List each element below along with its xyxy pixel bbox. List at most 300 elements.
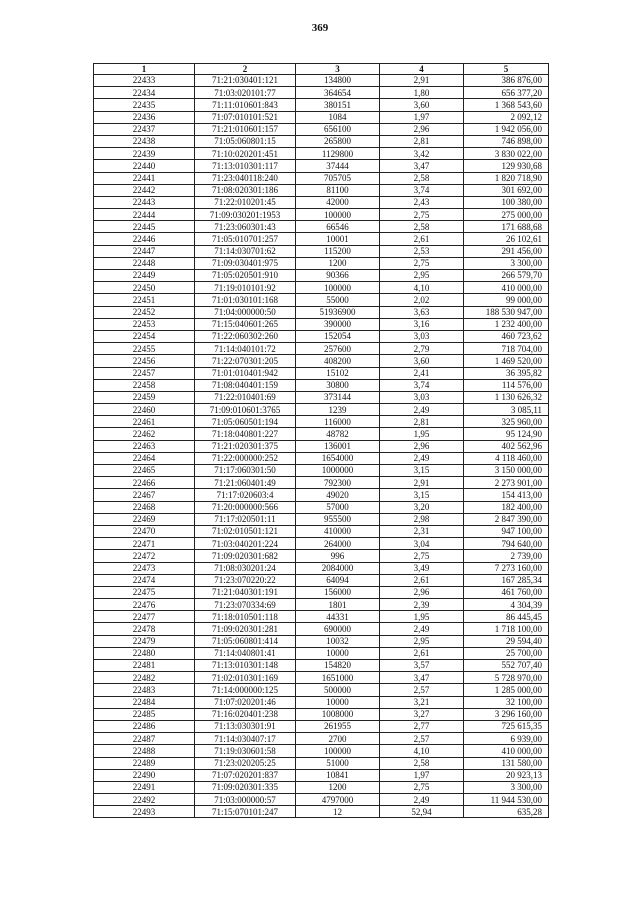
record-number-cell: 22493 bbox=[94, 806, 195, 818]
table-row bbox=[94, 745, 549, 757]
area-cell: 81100 bbox=[296, 184, 380, 196]
rate-cell: 2,61 bbox=[380, 647, 464, 659]
cadastral-number-cell: 71:21:030401:121 bbox=[195, 75, 296, 87]
cadastral-number-cell: 71:19:010101:92 bbox=[195, 282, 296, 294]
table-row bbox=[94, 209, 549, 221]
area-cell: 154820 bbox=[296, 660, 380, 672]
cadastral-number-cell: 71:17:020603:4 bbox=[195, 489, 296, 501]
rate-cell: 2,95 bbox=[380, 270, 464, 282]
record-number-cell: 22435 bbox=[94, 99, 195, 111]
amount-cell: 410 000,00 bbox=[464, 282, 549, 294]
table-row bbox=[94, 294, 549, 306]
record-number-cell: 22445 bbox=[94, 221, 195, 233]
rate-cell: 3,49 bbox=[380, 562, 464, 574]
area-cell: 15102 bbox=[296, 367, 380, 379]
amount-cell: 100 380,00 bbox=[464, 196, 549, 208]
cadastral-number-cell: 71:23:070220:22 bbox=[195, 574, 296, 586]
area-cell: 10000 bbox=[296, 647, 380, 659]
rate-cell: 2,75 bbox=[380, 781, 464, 793]
record-number-cell: 22489 bbox=[94, 757, 195, 769]
record-number-cell: 22457 bbox=[94, 367, 195, 379]
record-number-cell: 22471 bbox=[94, 538, 195, 550]
rate-cell: 1,95 bbox=[380, 611, 464, 623]
column-header-4: 4 bbox=[380, 64, 464, 75]
table-row bbox=[94, 330, 549, 342]
area-cell: 257600 bbox=[296, 343, 380, 355]
rate-cell: 52,94 bbox=[380, 806, 464, 818]
amount-cell: 95 124,90 bbox=[464, 428, 549, 440]
rate-cell: 3,27 bbox=[380, 708, 464, 720]
area-cell: 261955 bbox=[296, 720, 380, 732]
cadastral-number-cell: 71:05:060801:414 bbox=[195, 635, 296, 647]
record-number-cell: 22458 bbox=[94, 379, 195, 391]
table-row bbox=[94, 367, 549, 379]
table-row bbox=[94, 404, 549, 416]
record-number-cell: 22447 bbox=[94, 245, 195, 257]
table-row bbox=[94, 684, 549, 696]
record-number-cell: 22474 bbox=[94, 574, 195, 586]
rate-cell: 3,57 bbox=[380, 660, 464, 672]
area-cell: 656100 bbox=[296, 123, 380, 135]
area-cell: 1654000 bbox=[296, 452, 380, 464]
rate-cell: 2,79 bbox=[380, 343, 464, 355]
record-number-cell: 22472 bbox=[94, 550, 195, 562]
table-row bbox=[94, 87, 549, 99]
amount-cell: 29 594,40 bbox=[464, 635, 549, 647]
rate-cell: 2,75 bbox=[380, 257, 464, 269]
page-number: 369 bbox=[311, 22, 329, 34]
rate-cell: 2,31 bbox=[380, 525, 464, 537]
cadastral-number-cell: 71:14:040801:41 bbox=[195, 647, 296, 659]
cadastral-number-cell: 71:20:000000:566 bbox=[195, 501, 296, 513]
area-cell: 44331 bbox=[296, 611, 380, 623]
amount-cell: 3 150 000,00 bbox=[464, 465, 549, 477]
cadastral-number-cell: 71:17:060301:50 bbox=[195, 465, 296, 477]
cadastral-number-cell: 71:02:010501:121 bbox=[195, 525, 296, 537]
area-cell: 100000 bbox=[296, 745, 380, 757]
record-number-cell: 22491 bbox=[94, 781, 195, 793]
record-number-cell: 22453 bbox=[94, 318, 195, 330]
rate-cell: 3,21 bbox=[380, 696, 464, 708]
cadastral-number-cell: 71:09:020301:281 bbox=[195, 623, 296, 635]
area-cell: 49020 bbox=[296, 489, 380, 501]
table-row bbox=[94, 111, 549, 123]
area-cell: 100000 bbox=[296, 209, 380, 221]
rate-cell: 3,63 bbox=[380, 306, 464, 318]
cadastral-number-cell: 71:03:040201:224 bbox=[195, 538, 296, 550]
table-row bbox=[94, 196, 549, 208]
table-row bbox=[94, 586, 549, 598]
cadastral-number-cell: 71:21:020301:375 bbox=[195, 440, 296, 452]
table-row bbox=[94, 184, 549, 196]
cadastral-number-cell: 71:08:030201:24 bbox=[195, 562, 296, 574]
rate-cell: 3,42 bbox=[380, 148, 464, 160]
cadastral-number-cell: 71:07:010101:521 bbox=[195, 111, 296, 123]
area-cell: 42000 bbox=[296, 196, 380, 208]
cadastral-number-cell: 71:23:020205:25 bbox=[195, 757, 296, 769]
table-row bbox=[94, 148, 549, 160]
amount-cell: 461 760,00 bbox=[464, 586, 549, 598]
amount-cell: 32 100,00 bbox=[464, 696, 549, 708]
table-row bbox=[94, 452, 549, 464]
record-number-cell: 22443 bbox=[94, 196, 195, 208]
cadastral-number-cell: 71:05:010701:257 bbox=[195, 233, 296, 245]
record-number-cell: 22486 bbox=[94, 720, 195, 732]
rate-cell: 3,60 bbox=[380, 99, 464, 111]
amount-cell: 3 300,00 bbox=[464, 781, 549, 793]
record-number-cell: 22440 bbox=[94, 160, 195, 172]
area-cell: 136001 bbox=[296, 440, 380, 452]
amount-cell: 1 368 543,60 bbox=[464, 99, 549, 111]
rate-cell: 2,58 bbox=[380, 172, 464, 184]
amount-cell: 7 273 160,00 bbox=[464, 562, 549, 574]
area-cell: 37444 bbox=[296, 160, 380, 172]
area-cell: 90366 bbox=[296, 270, 380, 282]
record-number-cell: 22463 bbox=[94, 440, 195, 452]
amount-cell: 36 395,82 bbox=[464, 367, 549, 379]
cadastral-number-cell: 71:07:020201:46 bbox=[195, 696, 296, 708]
record-number-cell: 22436 bbox=[94, 111, 195, 123]
cadastral-number-cell: 71:09:030401:975 bbox=[195, 257, 296, 269]
record-number-cell: 22468 bbox=[94, 501, 195, 513]
area-cell: 265800 bbox=[296, 135, 380, 147]
amount-cell: 1 820 718,90 bbox=[464, 172, 549, 184]
table-row bbox=[94, 465, 549, 477]
amount-cell: 154 413,00 bbox=[464, 489, 549, 501]
table-row bbox=[94, 233, 549, 245]
record-number-cell: 22465 bbox=[94, 465, 195, 477]
area-cell: 408200 bbox=[296, 355, 380, 367]
rate-cell: 3,15 bbox=[380, 489, 464, 501]
rate-cell: 2,96 bbox=[380, 586, 464, 598]
amount-cell: 171 688,68 bbox=[464, 221, 549, 233]
record-number-cell: 22456 bbox=[94, 355, 195, 367]
record-number-cell: 22482 bbox=[94, 672, 195, 684]
cadastral-number-cell: 71:08:040401:159 bbox=[195, 379, 296, 391]
table-row bbox=[94, 282, 549, 294]
amount-cell: 1 232 400,00 bbox=[464, 318, 549, 330]
amount-cell: 2 273 901,00 bbox=[464, 477, 549, 489]
area-cell: 380151 bbox=[296, 99, 380, 111]
table-row bbox=[94, 99, 549, 111]
table-row bbox=[94, 794, 549, 806]
cadastral-number-cell: 71:15:040601:265 bbox=[195, 318, 296, 330]
rate-cell: 3,74 bbox=[380, 379, 464, 391]
rate-cell: 2,49 bbox=[380, 404, 464, 416]
cadastral-number-cell: 71:22:070301:205 bbox=[195, 355, 296, 367]
cadastral-number-cell: 71:21:060401:49 bbox=[195, 477, 296, 489]
area-cell: 1200 bbox=[296, 781, 380, 793]
cadastral-number-cell: 71:03:000000:57 bbox=[195, 794, 296, 806]
rate-cell: 2,02 bbox=[380, 294, 464, 306]
cadastral-number-cell: 71:04:000000:50 bbox=[195, 306, 296, 318]
record-number-cell: 22439 bbox=[94, 148, 195, 160]
amount-cell: 552 707,40 bbox=[464, 660, 549, 672]
rate-cell: 3,74 bbox=[380, 184, 464, 196]
table-row bbox=[94, 501, 549, 513]
cadastral-number-cell: 71:08:020301:186 bbox=[195, 184, 296, 196]
rate-cell: 2,81 bbox=[380, 416, 464, 428]
table-row bbox=[94, 428, 549, 440]
rate-cell: 2,96 bbox=[380, 123, 464, 135]
rate-cell: 4,10 bbox=[380, 282, 464, 294]
record-number-cell: 22448 bbox=[94, 257, 195, 269]
cadastral-number-cell: 71:23:040118:240 bbox=[195, 172, 296, 184]
area-cell: 1084 bbox=[296, 111, 380, 123]
record-number-cell: 22470 bbox=[94, 525, 195, 537]
amount-cell: 114 576,00 bbox=[464, 379, 549, 391]
area-cell: 4797000 bbox=[296, 794, 380, 806]
table-row bbox=[94, 672, 549, 684]
area-cell: 55000 bbox=[296, 294, 380, 306]
table-row bbox=[94, 574, 549, 586]
amount-cell: 167 285,34 bbox=[464, 574, 549, 586]
amount-cell: 725 615,35 bbox=[464, 720, 549, 732]
amount-cell: 291 456,00 bbox=[464, 245, 549, 257]
amount-cell: 2 739,00 bbox=[464, 550, 549, 562]
amount-cell: 635,28 bbox=[464, 806, 549, 818]
record-number-cell: 22450 bbox=[94, 282, 195, 294]
amount-cell: 25 700,00 bbox=[464, 647, 549, 659]
cadastral-number-cell: 71:21:040301:191 bbox=[195, 586, 296, 598]
amount-cell: 402 562,96 bbox=[464, 440, 549, 452]
record-number-cell: 22485 bbox=[94, 708, 195, 720]
table-row bbox=[94, 172, 549, 184]
rate-cell: 3,60 bbox=[380, 355, 464, 367]
table-row bbox=[94, 379, 549, 391]
column-header-1: 1 bbox=[94, 64, 195, 75]
table-row bbox=[94, 135, 549, 147]
table-row bbox=[94, 75, 549, 87]
record-number-cell: 22433 bbox=[94, 75, 195, 87]
table-row bbox=[94, 257, 549, 269]
cadastral-number-cell: 71:14:000000:125 bbox=[195, 684, 296, 696]
amount-cell: 3 085,11 bbox=[464, 404, 549, 416]
rate-cell: 2,61 bbox=[380, 233, 464, 245]
area-cell: 156000 bbox=[296, 586, 380, 598]
record-number-cell: 22476 bbox=[94, 599, 195, 611]
table-row bbox=[94, 160, 549, 172]
area-cell: 1008000 bbox=[296, 708, 380, 720]
rate-cell: 2,61 bbox=[380, 574, 464, 586]
rate-cell: 2,57 bbox=[380, 684, 464, 696]
amount-cell: 99 000,00 bbox=[464, 294, 549, 306]
cadastral-number-cell: 71:13:010301:148 bbox=[195, 660, 296, 672]
table-row bbox=[94, 599, 549, 611]
table-row bbox=[94, 696, 549, 708]
area-cell: 10841 bbox=[296, 769, 380, 781]
table-row bbox=[94, 221, 549, 233]
table-row bbox=[94, 513, 549, 525]
area-cell: 690000 bbox=[296, 623, 380, 635]
area-cell: 10001 bbox=[296, 233, 380, 245]
rate-cell: 2,49 bbox=[380, 623, 464, 635]
rate-cell: 1,97 bbox=[380, 111, 464, 123]
table-row bbox=[94, 416, 549, 428]
cadastral-number-cell: 71:01:010401:942 bbox=[195, 367, 296, 379]
record-number-cell: 22490 bbox=[94, 769, 195, 781]
table-row bbox=[94, 245, 549, 257]
amount-cell: 656 377,20 bbox=[464, 87, 549, 99]
area-cell: 48782 bbox=[296, 428, 380, 440]
area-cell: 390000 bbox=[296, 318, 380, 330]
area-cell: 12 bbox=[296, 806, 380, 818]
rate-cell: 4,10 bbox=[380, 745, 464, 757]
rate-cell: 2,77 bbox=[380, 720, 464, 732]
area-cell: 1129800 bbox=[296, 148, 380, 160]
table-row bbox=[94, 769, 549, 781]
rate-cell: 2,95 bbox=[380, 635, 464, 647]
table-row bbox=[94, 806, 549, 818]
amount-cell: 794 640,00 bbox=[464, 538, 549, 550]
amount-cell: 86 445,45 bbox=[464, 611, 549, 623]
table-row bbox=[94, 318, 549, 330]
amount-cell: 4 304,39 bbox=[464, 599, 549, 611]
amount-cell: 5 728 970,00 bbox=[464, 672, 549, 684]
amount-cell: 1 285 000,00 bbox=[464, 684, 549, 696]
amount-cell: 410 000,00 bbox=[464, 745, 549, 757]
table-row bbox=[94, 477, 549, 489]
amount-cell: 325 960,00 bbox=[464, 416, 549, 428]
record-number-cell: 22438 bbox=[94, 135, 195, 147]
record-number-cell: 22444 bbox=[94, 209, 195, 221]
record-number-cell: 22446 bbox=[94, 233, 195, 245]
table-row bbox=[94, 647, 549, 659]
rate-cell: 3,20 bbox=[380, 501, 464, 513]
rate-cell: 3,04 bbox=[380, 538, 464, 550]
amount-cell: 6 939,00 bbox=[464, 733, 549, 745]
rate-cell: 2,81 bbox=[380, 135, 464, 147]
area-cell: 2700 bbox=[296, 733, 380, 745]
area-cell: 705705 bbox=[296, 172, 380, 184]
table-row bbox=[94, 343, 549, 355]
cadastral-number-cell: 71:22:010401:69 bbox=[195, 391, 296, 403]
record-number-cell: 22479 bbox=[94, 635, 195, 647]
cadastral-number-cell: 71:19:030601:58 bbox=[195, 745, 296, 757]
area-cell: 2084000 bbox=[296, 562, 380, 574]
record-number-cell: 22464 bbox=[94, 452, 195, 464]
cadastral-number-cell: 71:23:060301:43 bbox=[195, 221, 296, 233]
column-header-5: 5 bbox=[464, 64, 549, 75]
area-cell: 373144 bbox=[296, 391, 380, 403]
rate-cell: 2,98 bbox=[380, 513, 464, 525]
record-number-cell: 22449 bbox=[94, 270, 195, 282]
record-number-cell: 22442 bbox=[94, 184, 195, 196]
area-cell: 51000 bbox=[296, 757, 380, 769]
record-number-cell: 22452 bbox=[94, 306, 195, 318]
table-container bbox=[93, 63, 549, 818]
area-cell: 152054 bbox=[296, 330, 380, 342]
table-body bbox=[94, 75, 549, 818]
record-number-cell: 22460 bbox=[94, 404, 195, 416]
record-number-cell: 22469 bbox=[94, 513, 195, 525]
area-cell: 955500 bbox=[296, 513, 380, 525]
amount-cell: 301 692,00 bbox=[464, 184, 549, 196]
cadastral-number-cell: 71:09:020301:335 bbox=[195, 781, 296, 793]
area-cell: 364654 bbox=[296, 87, 380, 99]
area-cell: 134800 bbox=[296, 75, 380, 87]
record-number-cell: 22467 bbox=[94, 489, 195, 501]
cadastral-number-cell: 71:02:010301:169 bbox=[195, 672, 296, 684]
area-cell: 410000 bbox=[296, 525, 380, 537]
area-cell: 1239 bbox=[296, 404, 380, 416]
amount-cell: 182 400,00 bbox=[464, 501, 549, 513]
area-cell: 116000 bbox=[296, 416, 380, 428]
rate-cell: 2,49 bbox=[380, 794, 464, 806]
rate-cell: 3,03 bbox=[380, 330, 464, 342]
rate-cell: 2,41 bbox=[380, 367, 464, 379]
cadastral-number-cell: 71:22:010201:45 bbox=[195, 196, 296, 208]
table-row bbox=[94, 270, 549, 282]
column-header-2: 2 bbox=[195, 64, 296, 75]
amount-cell: 266 579,70 bbox=[464, 270, 549, 282]
cadastral-number-cell: 71:03:020101:77 bbox=[195, 87, 296, 99]
rate-cell: 2,91 bbox=[380, 75, 464, 87]
area-cell: 264000 bbox=[296, 538, 380, 550]
amount-cell: 4 118 460,00 bbox=[464, 452, 549, 464]
cadastral-number-cell: 71:23:070334:69 bbox=[195, 599, 296, 611]
amount-cell: 1 942 056,00 bbox=[464, 123, 549, 135]
rate-cell: 2,91 bbox=[380, 477, 464, 489]
amount-cell: 460 723,62 bbox=[464, 330, 549, 342]
cadastral-number-cell: 71:13:030301:91 bbox=[195, 720, 296, 732]
column-header-3: 3 bbox=[296, 64, 380, 75]
table-row bbox=[94, 562, 549, 574]
area-cell: 1200 bbox=[296, 257, 380, 269]
record-number-cell: 22477 bbox=[94, 611, 195, 623]
rate-cell: 3,15 bbox=[380, 465, 464, 477]
cadastral-number-cell: 71:09:030201:1953 bbox=[195, 209, 296, 221]
amount-cell: 3 296 160,00 bbox=[464, 708, 549, 720]
record-number-cell: 22481 bbox=[94, 660, 195, 672]
amount-cell: 3 300,00 bbox=[464, 257, 549, 269]
record-number-cell: 22462 bbox=[94, 428, 195, 440]
record-number-cell: 22473 bbox=[94, 562, 195, 574]
amount-cell: 1 718 100,00 bbox=[464, 623, 549, 635]
record-number-cell: 22451 bbox=[94, 294, 195, 306]
rate-cell: 2,58 bbox=[380, 221, 464, 233]
record-number-cell: 22454 bbox=[94, 330, 195, 342]
area-cell: 66546 bbox=[296, 221, 380, 233]
amount-cell: 188 530 947,00 bbox=[464, 306, 549, 318]
amount-cell: 131 580,00 bbox=[464, 757, 549, 769]
rate-cell: 2,75 bbox=[380, 209, 464, 221]
table-row bbox=[94, 525, 549, 537]
table-row bbox=[94, 623, 549, 635]
area-cell: 115200 bbox=[296, 245, 380, 257]
cadastral-number-cell: 71:01:030101:168 bbox=[195, 294, 296, 306]
area-cell: 1651000 bbox=[296, 672, 380, 684]
record-number-cell: 22483 bbox=[94, 684, 195, 696]
table-row bbox=[94, 440, 549, 452]
rate-cell: 3,47 bbox=[380, 160, 464, 172]
cadastral-number-cell: 71:16:020401:238 bbox=[195, 708, 296, 720]
amount-cell: 947 100,00 bbox=[464, 525, 549, 537]
record-number-cell: 22478 bbox=[94, 623, 195, 635]
cadastral-number-cell: 71:05:020501:910 bbox=[195, 270, 296, 282]
area-cell: 996 bbox=[296, 550, 380, 562]
data-table bbox=[93, 63, 549, 818]
record-number-cell: 22488 bbox=[94, 745, 195, 757]
record-number-cell: 22487 bbox=[94, 733, 195, 745]
amount-cell: 3 830 022,00 bbox=[464, 148, 549, 160]
cadastral-number-cell: 71:14:040101:72 bbox=[195, 343, 296, 355]
area-cell: 792300 bbox=[296, 477, 380, 489]
table-row bbox=[94, 733, 549, 745]
record-number-cell: 22475 bbox=[94, 586, 195, 598]
amount-cell: 275 000,00 bbox=[464, 209, 549, 221]
cadastral-number-cell: 71:14:030407:17 bbox=[195, 733, 296, 745]
